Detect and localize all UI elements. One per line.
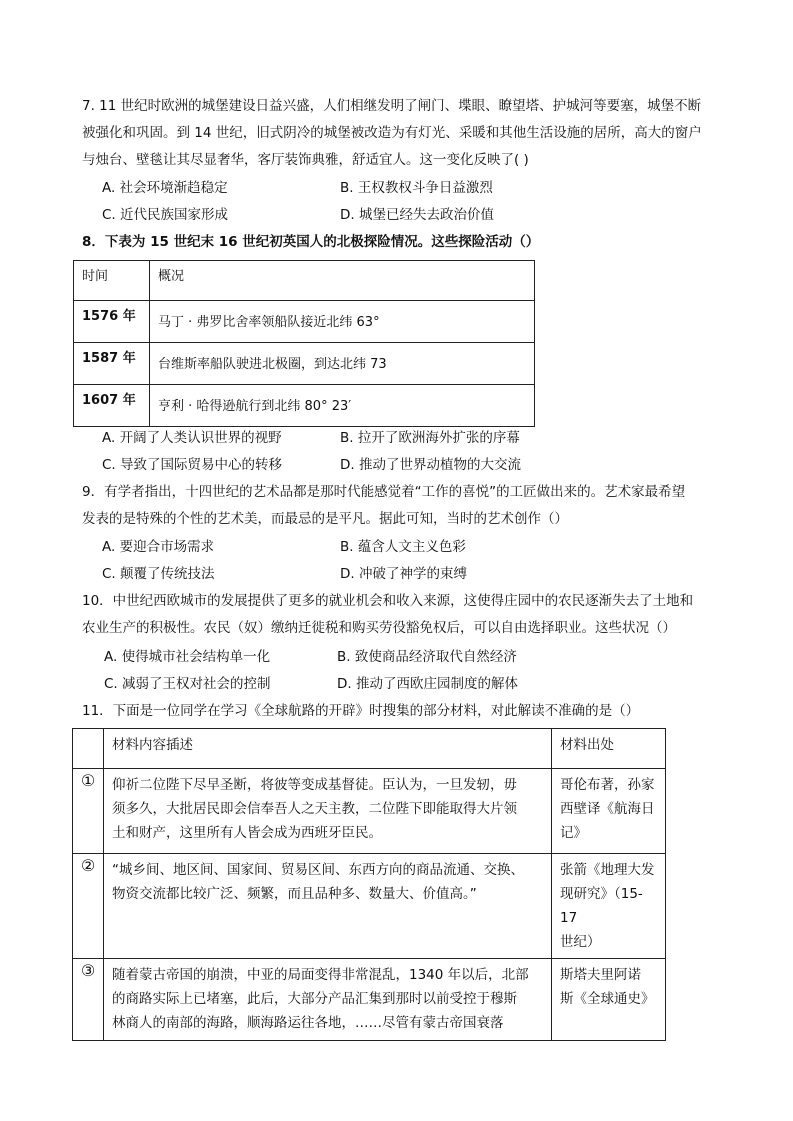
q11-source-line: 西壁译《航海日 xyxy=(560,801,655,817)
q8-header-overview: 概况 xyxy=(158,269,185,284)
q8-row-desc: 台维斯率船队驶进北极圈，到达北纬 73 xyxy=(158,357,387,372)
q10-stem-line-2: 农业生产的积极性。农民（奴）缴纳迁徙税和购买劳役豁免权后，可以自由选择职业。这些状况（） xyxy=(82,620,676,636)
q11-source-line: 张箭《地理大发 xyxy=(560,862,655,878)
q11-row-source xyxy=(552,959,665,1015)
q11-content-line: 物资交流都比较广泛、频繁，而且品种多、数量大、价值高。” xyxy=(112,886,477,902)
q11-row-number: ② xyxy=(80,856,96,875)
q8-row-year: 1607 年 xyxy=(82,393,136,408)
q8-option-b: B. 拉开了欧洲海外扩张的序幕 xyxy=(340,430,520,446)
q11-header-content: 材料内容插述 xyxy=(112,737,193,753)
q11-content-line: 须多久，大批居民即会信奉吾人之天主教，二位陛下即能取得大片领 xyxy=(112,801,517,817)
q7-option-a: A. 社会环境渐趋稳定 xyxy=(102,180,228,196)
q7-stem-line-1: 7. 11 世纪时欧洲的城堡建设日益兴盛，人们相继发明了闸门、堞眼、瞭望塔、护城河等要塞，城堡不断 xyxy=(82,98,702,114)
q7-stem-line-2: 被强化和巩固。到 14 世纪，旧式阴冷的城堡被改造为有灯光、采暖和其他生活设施的居所，高大的窗户 xyxy=(82,125,702,141)
q8-option-c: C. 导致了国际贸易中心的转移 xyxy=(102,457,283,473)
table-row xyxy=(74,385,535,427)
q10-option-c: C. 减弱了王权对社会的控制 xyxy=(104,676,271,692)
q11-source-line: 斯《全球通史》 xyxy=(560,991,655,1007)
q7-stem-line-3: 与烛台、壁毯让其尽显奢华，客厅装饰典雅，舒适宜人。这一变化反映了( ) xyxy=(82,152,529,168)
q9-stem-line-1: 9．有学者指出，十四世纪的艺术品都是那时代能感觉着“工作的喜悦”的工匠做出来的。艺术家最希望 xyxy=(82,484,686,500)
q8-row-year: 1587 年 xyxy=(82,351,136,366)
q11-row-source xyxy=(552,854,665,958)
q10-option-d: D. 推动了西欧庄园制度的解体 xyxy=(337,676,518,692)
q10-option-a: A. 使得城市社会结构单一化 xyxy=(104,649,271,665)
q9-option-c: C. 颠覆了传统技法 xyxy=(102,566,215,582)
q8-table xyxy=(73,260,535,427)
q8-row-desc: 马丁 · 弗罗比舍率领船队接近北纬 63° xyxy=(158,315,380,330)
q8-row-year: 1576 年 xyxy=(82,309,136,324)
q11-content-line: 随着蒙古帝国的崩溃，中亚的局面变得非常混乱，1340 年以后，北部 xyxy=(112,967,529,983)
q11-stem: 11．下面是一位同学在学习《全球航路的开辟》时搜集的部分材料，对此解读不准确的是（） xyxy=(82,703,640,719)
q11-table-header-row xyxy=(73,729,666,769)
q9-option-a: A. 要迎合市场需求 xyxy=(102,539,215,555)
q11-header-source: 材料出处 xyxy=(560,737,614,753)
q11-content-line: 仰祈二位陛下尽早圣断，将彼等变成基督徒。臣认为，一旦发轫，毋 xyxy=(112,777,517,793)
q11-row-number: ③ xyxy=(80,961,96,980)
table-row xyxy=(73,959,666,1041)
q11-row-number: ① xyxy=(80,771,96,790)
q10-option-b: B. 致使商品经济取代自然经济 xyxy=(337,649,517,665)
q11-content-line: 的商路实际上已堵塞，此后，大部分产品汇集到那时以前受控于穆斯 xyxy=(112,991,517,1007)
q11-row-content xyxy=(104,959,551,1039)
q9-option-d: D. 冲破了神学的束缚 xyxy=(340,566,467,582)
table-row xyxy=(74,301,535,343)
q11-source-line: 世纪） xyxy=(560,934,601,950)
q7-option-d: D. 城堡已经失去政治价值 xyxy=(340,207,494,223)
q11-source-line: 斯塔夫里阿诺 xyxy=(560,967,641,983)
q11-content-line: “城乡间、地区间、国家间、贸易区间、东西方向的商品流通、交换、 xyxy=(112,862,524,878)
q8-table-header-row xyxy=(74,261,535,301)
table-row xyxy=(73,769,666,854)
q8-header-time: 时间 xyxy=(82,269,109,284)
q7-option-c: C. 近代民族国家形成 xyxy=(102,207,229,223)
q9-option-b: B. 蕴含人文主义色彩 xyxy=(340,539,466,555)
q11-row-source xyxy=(552,769,665,849)
q11-row-content xyxy=(104,854,551,910)
q11-source-line: 记》 xyxy=(560,825,587,841)
q8-option-a: A. 开阔了人类认识世界的视野 xyxy=(102,430,282,446)
q11-table xyxy=(72,728,666,1041)
q11-content-line: 土和财产，这里所有人皆会成为西班牙臣民。 xyxy=(112,825,382,841)
q11-source-line: 现研究》（15-17 xyxy=(560,886,643,926)
table-row xyxy=(74,343,535,385)
q8-row-desc: 亨利 · 哈得逊航行到北纬 80° 23′ xyxy=(158,399,352,414)
q11-row-content xyxy=(104,769,551,849)
q8-option-d: D. 推动了世界动植物的大交流 xyxy=(340,457,521,473)
q9-stem-line-2: 发表的是特殊的个性的艺术美，而最忌的是平凡。据此可知，当时的艺术创作（） xyxy=(82,511,568,527)
q11-content-line: 林商人的南部的海路，顺海路运往各地，……尽管有蒙古帝国衰落 xyxy=(112,1015,504,1031)
q7-option-b: B. 王权教权斗争日益激烈 xyxy=(340,180,493,196)
q10-stem-line-1: 10．中世纪西欧城市的发展提供了更多的就业机会和收入来源，这使得庄园中的农民逐渐失去了土地和 xyxy=(82,593,694,609)
table-row xyxy=(73,854,666,959)
q8-stem: 8．下表为 15 世纪末 16 世纪初英国人的北极探险情况。这些探险活动（） xyxy=(82,234,540,250)
q11-source-line: 哥伦布著，孙家 xyxy=(560,777,655,793)
